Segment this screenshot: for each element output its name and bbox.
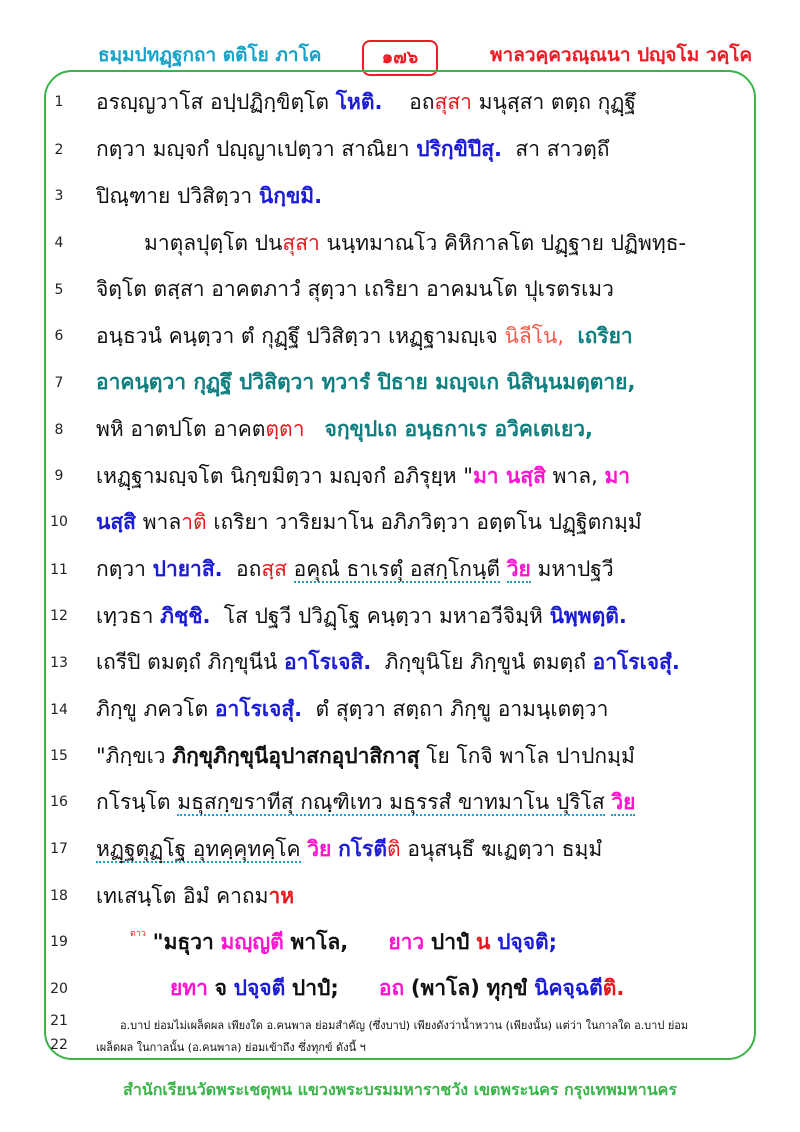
line-number: 9 (54, 468, 64, 484)
text-line-16: กโรนฺโต มธุสกฺขราทีสุ กณฺฑิเทว มธุรรสํ ขาทมาโน ปุริโส วิย (96, 790, 636, 814)
line-number: 17 (50, 841, 68, 857)
line-number: 11 (50, 562, 68, 578)
footnote-line-1: อ.บาป ย่อมไม่เผล็ดผล เพียงใด อ.คนพาล ย่อมสำคัญ (ซึ่งบาป) เพียงดังว่าน้ำหวาน (เพียงนั้น) แต่ว่า ในกาลใด อ.บาป ย่อม (120, 1019, 689, 1032)
line-number: 8 (54, 422, 64, 438)
text-line-3: ปิณฺฑาย ปวิสิตฺวา นิกฺขมิ. (96, 184, 323, 208)
text-line-1: อรญฺญวาโส อปฺปฏิกฺขิตฺโต โหติ. อถสุสา มนุสฺสา ตตฺถ กุฏฺฐึ (96, 90, 636, 114)
header-left-title: ธมฺมปทฏฺฐกถา ตติโย ภาโค (98, 44, 322, 66)
text-line-8: พหิ อาตปโต อาคตตฺตา จกฺขุปเถ อนฺธกาเร อวิคเตเยว, (96, 417, 594, 441)
verse-line-1: $^{ตาว}$ "มธุวา มญฺญตี พาโล, ยาว ปาปํ น ปจฺจติ; (130, 929, 558, 954)
text-line-6: อนฺธวนํ คนฺตฺวา ตํ กุฏฺฐึ ปวิสิตฺวา เหฏฺฐามญฺเจ นิลีโน, เถริยา (96, 324, 633, 348)
text-line-2: กตฺวา มญฺจกํ ปญฺญาเปตฺวา สาณิยา ปริกฺขิปึสุ. สา สาวตฺถึ (96, 137, 610, 161)
footnote-line-2: เผล็ดผล ในกาลนั้น (อ.คนพาล) ย่อมเข้าถึง ซึ่งทุกข์ ดังนี้ ฯ (96, 1041, 366, 1054)
line-number: 10 (50, 514, 68, 530)
line-number: 12 (50, 608, 68, 624)
line-number: 3 (54, 188, 64, 204)
line-number: 13 (50, 655, 68, 671)
line-number: 18 (50, 888, 68, 904)
line-number: 6 (54, 328, 64, 344)
text-line-17: หฏฺฐตุฏฺโฐ อุทคฺคุทคฺโค วิย กโรตีติ อนุสนฺธึ ฆเฏตฺวา ธมฺมํ (96, 837, 603, 861)
text-line-10: นสฺสิ พาลาติ เถริยา วาริยมาโน อภิภวิตฺวา อตฺตโน ปฏฺฐิตกมฺมํ (96, 510, 642, 534)
line-number: 21 (50, 1013, 68, 1029)
line-number: 2 (54, 142, 64, 158)
text-line-15: "ภิกฺขเว ภิกฺขุภิกฺขุนีอุปาสกอุปาสิกาสุ โย โกจิ พาโล ปาปกมฺมํ (96, 744, 635, 768)
header-right-title: พาลวคฺควณฺณนา ปญฺจโม วคฺโค (490, 44, 753, 66)
line-number: 20 (50, 981, 68, 997)
text-line-14: ภิกฺขู ภควโต อาโรเจสุํ. ตํ สุตฺวา สตฺถา ภิกฺขู อามนฺเตตฺวา (96, 697, 609, 721)
line-number: 22 (50, 1037, 68, 1053)
line-number: 7 (54, 375, 64, 391)
text-line-13: เถรีปิ ตมตฺถํ ภิกฺขุนีนํ อาโรเจสิ. ภิกฺขุนิโย ภิกฺขูนํ ตมตฺถํ อาโรเจสุํ. (96, 650, 680, 674)
line-number: 4 (54, 235, 64, 251)
line-number: 14 (50, 702, 68, 718)
page-number-badge: ๑๗๖ (362, 40, 438, 76)
text-line-18: เทเสนฺโต อิมํ คาถมาห (96, 884, 295, 908)
text-line-7: อาคนฺตฺวา กุฏฺฐึ ปวิสิตฺวา ทฺวารํ ปิธาย มญฺจเก นิสินฺนมตฺตาย, (96, 370, 636, 394)
text-line-12: เทฺวธา ภิชฺชิ. โส ปฐวี ปวิฏฺโฐ คนฺตฺวา มหาอวีจิมฺหิ นิพฺพตฺติ. (96, 604, 627, 628)
text-line-5: จิตฺโต ตสฺสา อาคตภาวํ สุตฺวา เถริยา อาคมนโต ปุเรตรเมว (96, 277, 614, 301)
verse-line-2: ยทา จ ปจฺจตี ปาปํ; อถ (พาโล) ทุกฺขํ นิคจฺฉตีติ. (170, 976, 625, 1000)
text-line-4: มาตุลปุตฺโต ปนสุสา นนฺทมาณโว คิหิกาลโต ปฏฺฐาย ปฏิพทฺธ- (144, 231, 687, 255)
text-line-11: กตฺวา ปายาสิ. อถสฺส อคุณํ ธาเรตุํ อสกฺโกนฺตี วิย มหาปฐวี (96, 557, 614, 581)
text-line-9: เหฏฺฐามญฺจโต นิกฺขมิตฺวา มญฺจกํ อภิรุยฺห "มา นสฺสิ พาล, มา (96, 464, 631, 488)
page-footer: สำนักเรียนวัดพระเชตุพน แขวงพระบรมมหาราชวัง เขตพระนคร กรุงเทพมหานคร (123, 1080, 677, 1099)
line-number: 15 (50, 748, 68, 764)
line-number: 19 (50, 934, 68, 950)
line-number: 1 (54, 94, 64, 110)
line-number: 16 (50, 794, 68, 810)
line-number: 5 (54, 282, 64, 298)
